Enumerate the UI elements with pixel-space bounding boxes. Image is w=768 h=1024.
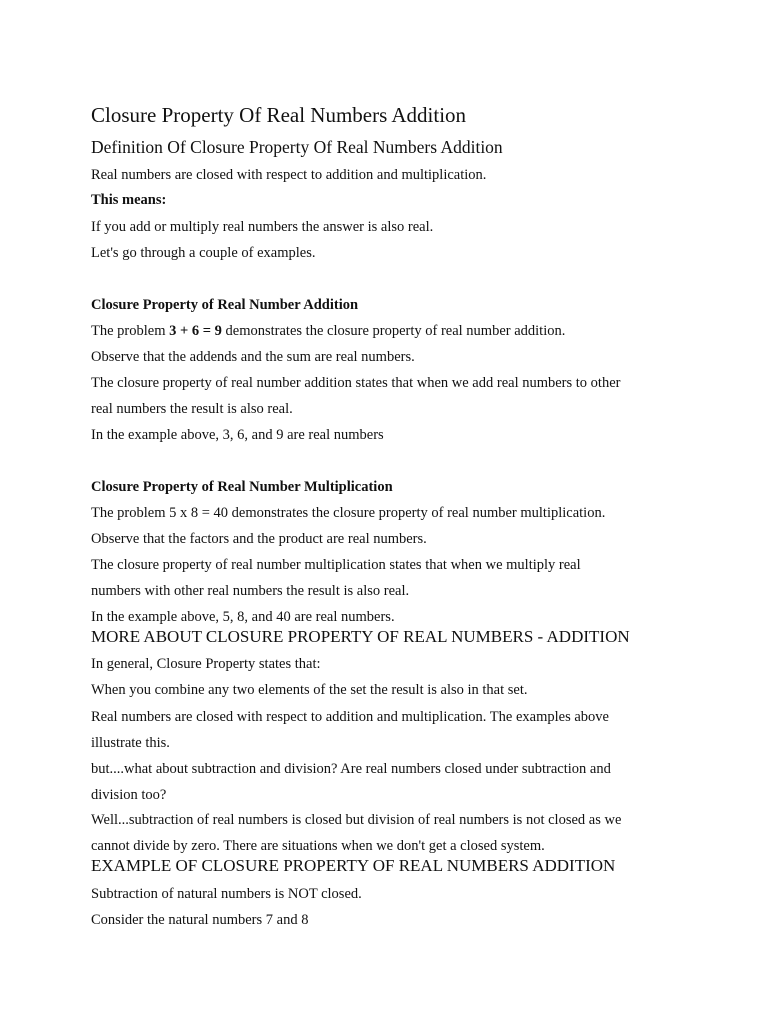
addition-equation: 3 + 6 = 9	[169, 323, 222, 339]
intro-line-2: If you add or multiply real numbers the answer is also real.	[91, 219, 434, 235]
more-about-line-4b: division too?	[91, 787, 167, 803]
multiplication-problem: The problem 5 x 8 = 40 demonstrates the closure property of real number multiplication.	[91, 505, 606, 521]
more-about-line-3b: illustrate this.	[91, 735, 170, 751]
multiplication-heading: Closure Property of Real Number Multiplication	[91, 479, 393, 495]
addition-problem-prefix: The problem	[91, 323, 170, 339]
more-about-line-5b: cannot divide by zero. There are situations when we don't get a closed system.	[91, 838, 545, 854]
page-title: Closure Property Of Real Numbers Addition	[91, 103, 467, 127]
example-section-heading: EXAMPLE OF CLOSURE PROPERTY OF REAL NUMBERS ADDITION	[91, 856, 616, 875]
more-about-heading: MORE ABOUT CLOSURE PROPERTY OF REAL NUMBERS - ADDITION	[91, 627, 630, 646]
addition-problem-suffix: demonstrates the closure property of real number addition.	[221, 323, 566, 339]
definition-heading: Definition Of Closure Property Of Real Numbers Addition	[91, 137, 503, 157]
multiplication-statement-2: numbers with other real numbers the result is also real.	[91, 583, 410, 599]
more-about-line-4a: but....what about subtraction and division? Are real numbers closed under subtraction and	[91, 761, 611, 777]
multiplication-statement-1: The closure property of real number multiplication states that when we multiply real	[91, 557, 581, 573]
example-line-1: Subtraction of natural numbers is NOT closed.	[91, 886, 362, 902]
addition-observe: Observe that the addends and the sum are real numbers.	[91, 349, 415, 365]
intro-line-3: Let's go through a couple of examples.	[91, 245, 316, 261]
multiplication-observe: Observe that the factors and the product are real numbers.	[91, 531, 427, 547]
addition-heading: Closure Property of Real Number Addition	[91, 297, 359, 313]
addition-problem	[91, 323, 565, 340]
this-means-label: This means:	[91, 192, 167, 208]
intro-line-1: Real numbers are closed with respect to addition and multiplication.	[91, 167, 487, 183]
addition-example: In the example above, 3, 6, and 9 are real numbers	[91, 427, 384, 443]
multiplication-example: In the example above, 5, 8, and 40 are real numbers.	[91, 609, 395, 625]
more-about-line-3a: Real numbers are closed with respect to addition and multiplication. The examples above	[91, 709, 609, 725]
more-about-line-5a: Well...subtraction of real numbers is closed but division of real numbers is not closed as we	[91, 812, 622, 828]
example-line-2: Consider the natural numbers 7 and 8	[91, 912, 309, 928]
addition-statement-2: real numbers the result is also real.	[91, 401, 293, 417]
more-about-line-1: In general, Closure Property states that:	[91, 656, 321, 672]
more-about-line-2: When you combine any two elements of the set the result is also in that set.	[91, 682, 528, 698]
addition-statement-1: The closure property of real number addition states that when we add real numbers to other	[91, 375, 621, 391]
